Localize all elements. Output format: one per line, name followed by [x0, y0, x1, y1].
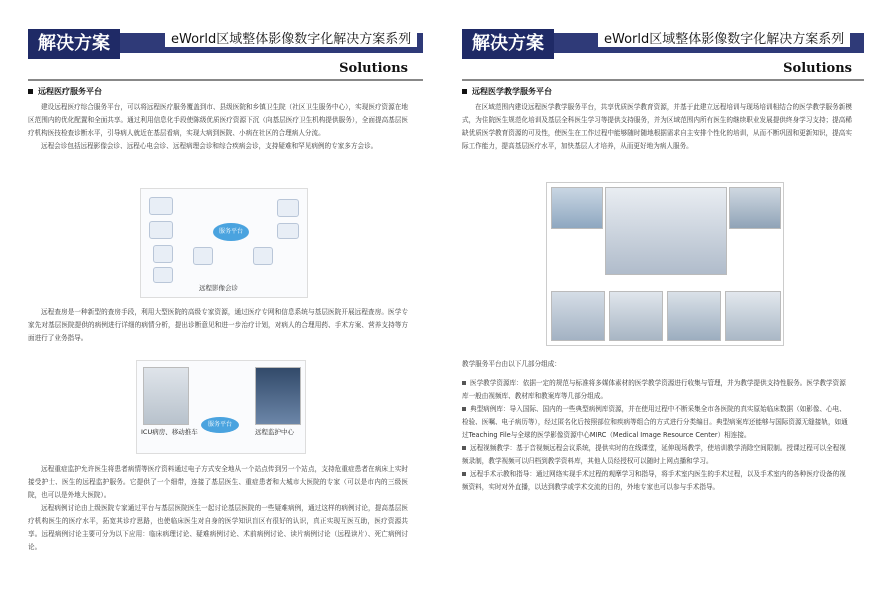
doctor-icon — [193, 247, 213, 265]
list-item-text: 远程手术示教和指导：通过网络实现手术过程的观摩学习和指导，将手术室内医生的手术过程，以及手术室内的各种医疗设备的视频资料，实时对外直播，以达到教学或学术交流的目的，外地专家也可以参与手术指导。 — [462, 470, 846, 491]
doctor-icon — [253, 247, 273, 265]
intro-text — [28, 101, 408, 153]
monitoring-label: 远程监护中心 — [255, 428, 294, 436]
solutions-label: Solutions — [339, 61, 408, 76]
header-rule — [462, 79, 864, 81]
bullet-marker — [462, 381, 466, 385]
header-tab: 解决方案 — [28, 29, 120, 59]
solutions-label: Solutions — [783, 61, 852, 76]
paragraph: 远程重症监护允许医生将患者病情等医疗资料通过电子方式安全地从一个站点传到另一个站点，支持危重症患者在病床上实时接受护士、医生的远程监护服务。它提供了一个细带，连接了基层医生、重症患者和大城市大医院的专家（可以是市内的三级医院，也可以是外地大医院）。 — [28, 465, 408, 499]
list-item-text: 医学教学资源库：依据一定的规范与标准将多媒体素材的医学教学资源进行收集与管理，并为教学提供支持性服务。医学教学资源库一般由视频库、教材库和教案库等几部分组成。 — [462, 379, 846, 400]
list-item — [462, 377, 852, 403]
section-title — [28, 86, 102, 97]
section-title-text: 远程医疗服务平台 — [38, 87, 102, 96]
edu-intro-text — [462, 101, 852, 153]
components-intro — [462, 358, 852, 371]
remote-imaging-diagram — [140, 188, 308, 298]
section-title — [462, 86, 552, 97]
icu-text — [28, 463, 408, 554]
bullet-marker — [462, 407, 466, 411]
paragraph: 远程病例讨论由上级医院专家通过平台与基层医院医生一起讨论基层医院的一些疑难病例，通过这样的病例讨论，提高基层医疗机构医生的医疗水平，拓宽其诊疗思路，也使临床医生对自身的医学知识盲区有很好的认识，真正实现互医互助，医疗资源共享。远程病例讨论主要可分为以下应用：临床病理讨论、疑难病例讨论、术前病例讨论、读片病例讨论（远程读片）、死亡病例讨论。 — [28, 504, 408, 551]
paragraph: 远程会诊包括远程影像会诊、远程心电会诊、远程病理会诊和综合疾病会诊，支持疑难和罕见病例的专家多方会诊。 — [41, 142, 378, 150]
header-rule — [28, 79, 423, 81]
header-tab: 解决方案 — [462, 29, 554, 59]
photo — [725, 291, 781, 341]
section-marker — [462, 89, 467, 94]
list-item — [462, 468, 852, 494]
header-title-wrap — [165, 28, 417, 47]
header-title-wrap — [598, 28, 850, 47]
photo — [551, 187, 603, 229]
section-title-text: 远程医学教学服务平台 — [472, 87, 552, 96]
list-item — [462, 442, 852, 468]
device-icon — [149, 221, 173, 239]
right-page — [438, 0, 876, 597]
components-list — [462, 377, 852, 494]
photo — [551, 291, 605, 341]
bullet-marker — [462, 472, 466, 476]
icu-label: ICU病房、移动推车 — [141, 428, 198, 436]
photo — [609, 291, 663, 341]
remote-icu-diagram — [136, 360, 306, 454]
series-title: eWorld区域整体影像数字化解决方案系列 — [171, 32, 412, 47]
figure-caption: 远程影像会诊 — [199, 284, 238, 292]
list-item — [462, 403, 852, 442]
list-item-text: 远程视频教学：基于音视频远程会议系统，提供实时的在线课堂，延伸现场教学，使培训教学消除空间限制。授课过程可以全程视频录制，教学视频可以归档到教学资料库，其他人员经授权可以随时上网点播和学习。 — [462, 444, 846, 465]
bullet-marker — [462, 446, 466, 450]
photo — [729, 187, 781, 229]
icu-ward-image — [143, 367, 189, 425]
device-icon — [277, 199, 299, 217]
device-icon — [149, 197, 173, 215]
paragraph: 教学服务平台由以下几部分组成： — [462, 360, 561, 368]
device-icon — [277, 223, 299, 239]
section-marker — [28, 89, 33, 94]
service-platform-node: 服务平台 — [201, 417, 239, 433]
service-platform-node: 服务平台 — [213, 223, 249, 241]
monitoring-center-image — [255, 367, 301, 425]
rounds-text — [28, 306, 408, 345]
classroom-photo — [605, 187, 727, 275]
teaching-photo-collage — [546, 182, 784, 346]
paragraph: 在区域范围内建设远程医学教学服务平台，共享优质医学教育资源，并基于此建立远程培训与现场培训相结合的医学教学服务新模式，为住院医生规范化培训及基层全科医生学习等提供支持服务，并为区域范围内所有医生的继续职业发展提供终身学习支持；提高稀缺优质医学教育资源的可及性，使医生在工作过程中能够随时随地根据需求自主安排个性化的培训，从而不断巩固和更新知识，提高实际工作能力，提高基层医疗水平，加快基层人才培养，从而更好地为病人服务。 — [462, 103, 852, 150]
list-item-text: 典型病例库：导入国际、国内的一些典型病例库资源，并在使用过程中不断采集全市各医院的真实原始临床数据（如影像、心电、检验、医嘱、电子病历等），经过匿名化后按照部位和疾病等组合的方式进行分类编目。典型病案库还能够与国际资源无缝接轨，如通过Teaching File与全球的医学影像资源中心MIRC（Medical Image Resource Center）相连接。 — [462, 405, 848, 439]
series-title: eWorld区域整体影像数字化解决方案系列 — [604, 32, 845, 47]
device-icon — [153, 245, 173, 263]
photo — [667, 291, 721, 341]
paragraph: 远程查房是一种新型的查房手段，利用大型医院的高级专家资源，通过医疗专网和信息系统与基层医院开展远程查房。医学专家先对基层医院提供的病例进行详细的病情分析，提出诊断意见和进一步治疗计划，对病人的合理用药、手术方案、营养支持等方面进行了业务指导。 — [28, 308, 408, 342]
device-icon — [153, 267, 173, 283]
paragraph: 建设远程医疗综合服务平台，可以将远程医疗服务覆盖到市、县级医院和乡镇卫生院（社区卫生服务中心），实现医疗资源在地区范围内的优化配置和全面共享。通过利用信息化手段使陈级优质医疗资源下沉（向基层医疗卫生机构提供服务），全面提高基层医疗机构医技检查诊断水平，引导病人就近在基层看病，实现大病到医院、小病在社区的合理病人分流。 — [28, 103, 408, 137]
